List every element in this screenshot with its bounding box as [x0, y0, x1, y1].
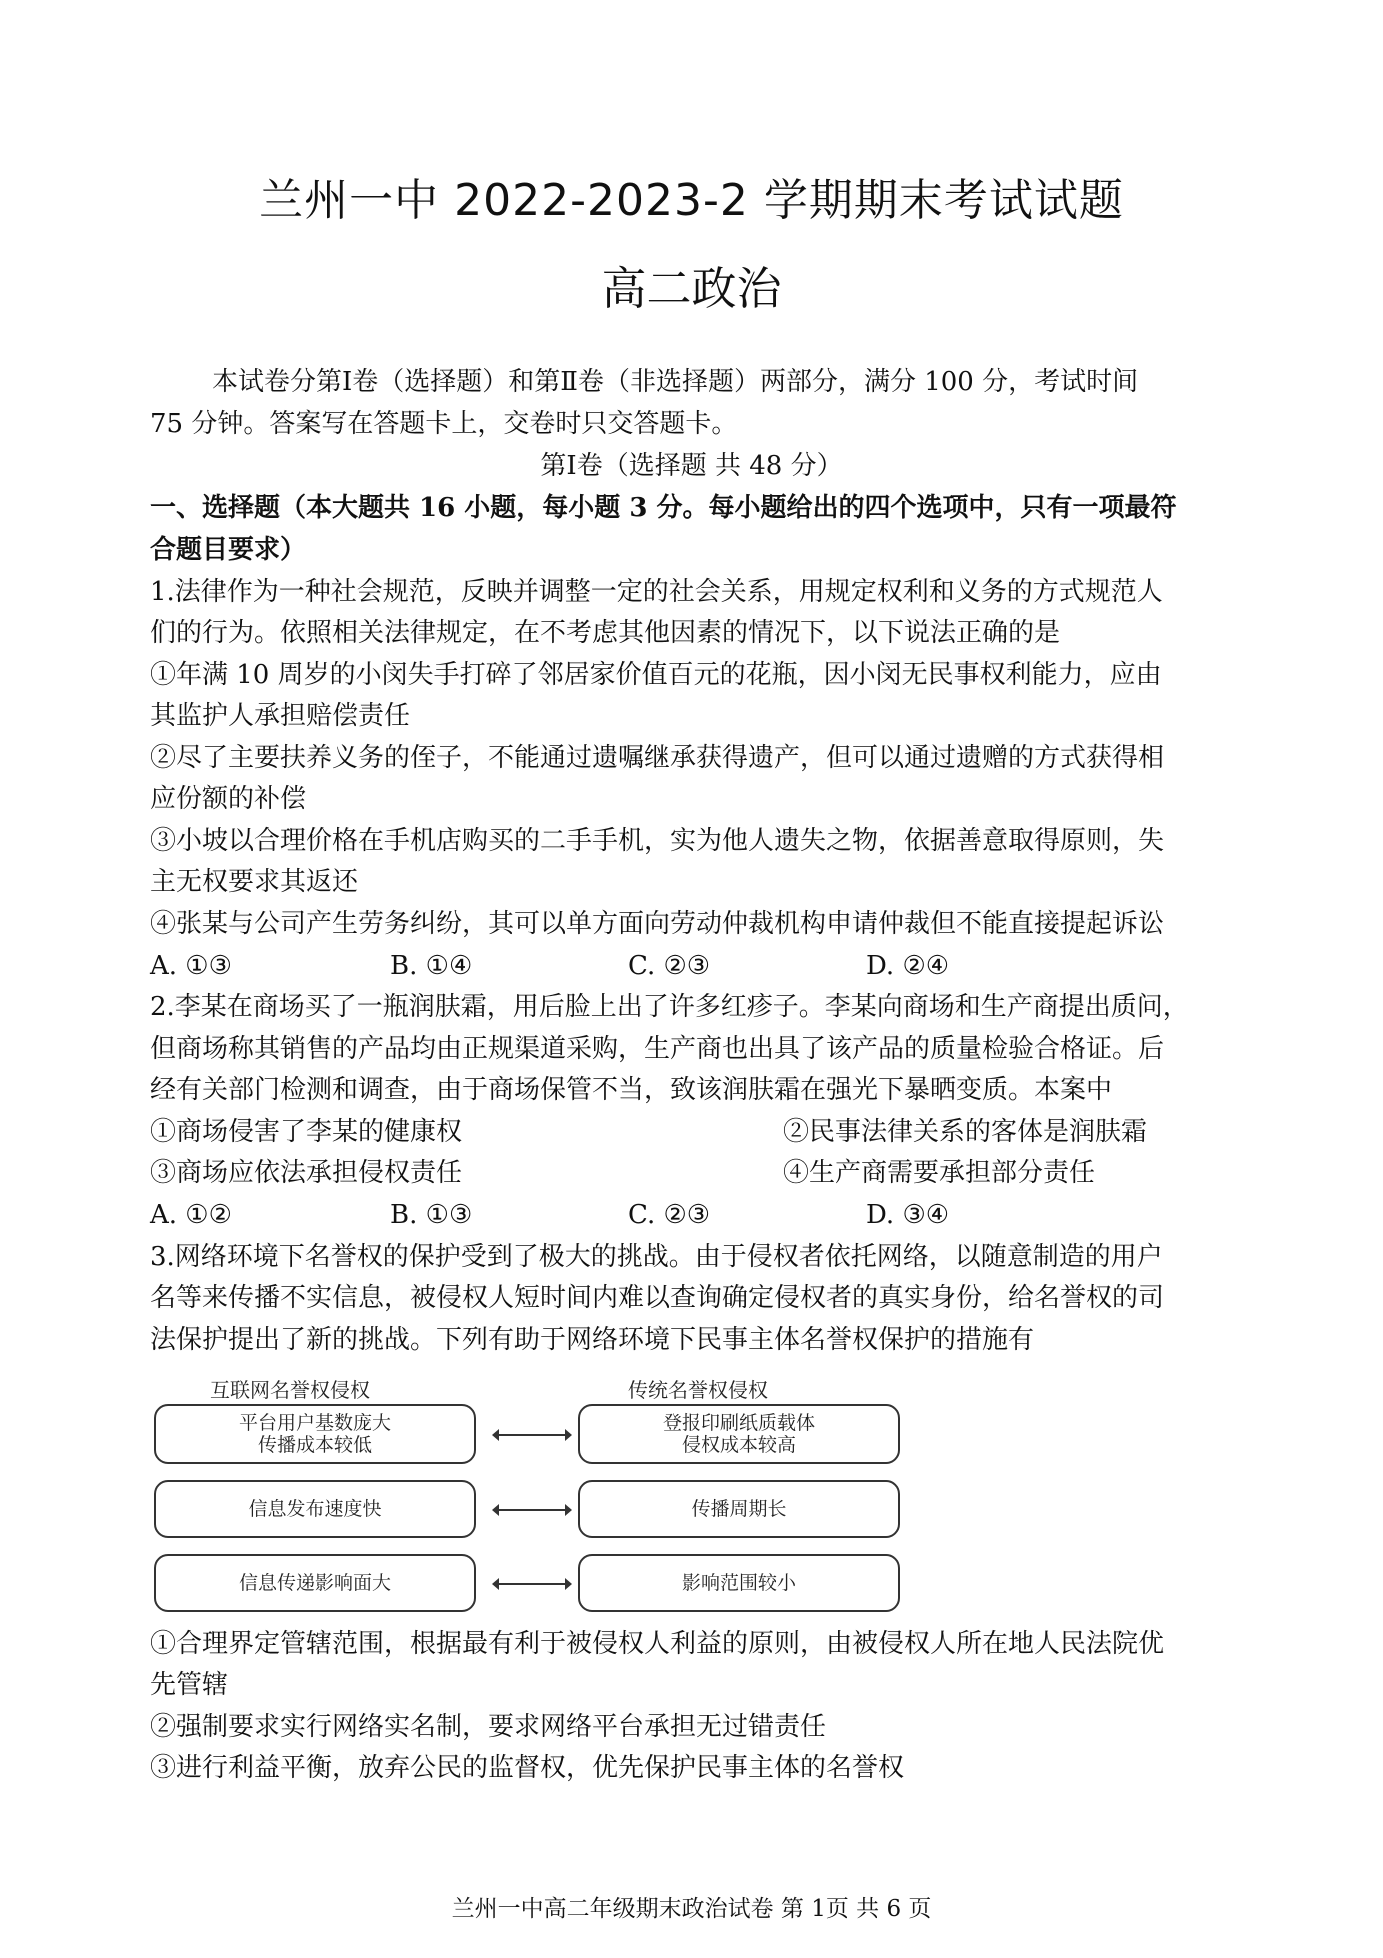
q1-option-c: C. ②③ — [628, 951, 711, 981]
q3-statement-2: ②强制要求实行网络实名制，要求网络平台承担无过错责任 — [150, 1712, 827, 1742]
diagram-left-box-1 — [154, 1404, 476, 1464]
q2-statement-4: ④生产商需要承担部分责任 — [783, 1158, 1096, 1188]
exam-title: 兰州一中 2022-2023-2 学期期末考试试题 — [259, 175, 1124, 226]
q1-statement-3a: ③小坡以合理价格在手机店购买的二手手机，实为他人遗失之物，依据善意取得原则，失 — [150, 826, 1165, 856]
diagram-right-title: 传统名誉权侵权 — [628, 1378, 768, 1402]
diagram-left-box-2-line-1: 信息发布速度快 — [248, 1498, 382, 1520]
q1-option-a: A. ①③ — [150, 951, 232, 981]
diagram-left-box-1-line-1: 平台用户基数庞大 — [238, 1412, 391, 1434]
double-arrow-icon — [498, 1583, 566, 1585]
diagram-right-box-3-line-1: 影响范围较小 — [681, 1572, 796, 1594]
q2-option-c: C. ②③ — [628, 1200, 711, 1230]
diagram-right-box-1 — [578, 1404, 900, 1464]
q2-statement-3: ③商场应依法承担侵权责任 — [150, 1158, 463, 1188]
diagram-left-box-3-line-1: 信息传递影响面大 — [238, 1572, 391, 1594]
diagram-right-box-1-line-1: 登报印刷纸质载体 — [662, 1412, 815, 1434]
q1-statement-2b: 应份额的补偿 — [150, 784, 307, 814]
q1-statement-3b: 主无权要求其返还 — [150, 867, 359, 897]
double-arrow-icon — [498, 1509, 566, 1511]
diagram-right-box-2-line-1: 传播周期长 — [691, 1498, 787, 1520]
q2-option-d: D. ③④ — [866, 1200, 950, 1230]
diagram-right-box-3 — [578, 1554, 900, 1612]
q1-stem-1: 1.法律作为一种社会规范，反映并调整一定的社会关系，用规定权利和义务的方式规范人 — [150, 577, 1163, 607]
intro-line-2: 75 分钟。答案写在答题卡上，交卷时只交答题卡。 — [150, 409, 738, 439]
q2-statement-2: ②民事法律关系的客体是润肤霜 — [783, 1117, 1148, 1147]
section-instruction-1: 一、选择题（本大题共 16 小题，每小题 3 分。每小题给出的四个选项中，只有一项最符 — [150, 493, 1177, 523]
page-footer: 兰州一中高二年级期末政治试卷 第 1页 共 6 页 — [451, 1896, 932, 1922]
q1-statement-2a: ②尽了主要扶养义务的侄子，不能通过遗嘱继承获得遗产，但可以通过遗赠的方式获得相 — [150, 743, 1165, 773]
q1-statement-4: ④张某与公司产生劳务纠纷，其可以单方面向劳动仲裁机构申请仲裁但不能直接提起诉讼 — [150, 909, 1165, 939]
q3-stem-1: 3.网络环境下名誉权的保护受到了极大的挑战。由于侵权者依托网络，以随意制造的用户 — [150, 1242, 1163, 1272]
q3-statement-1a: ①合理界定管辖范围，根据最有利于被侵权人利益的原则，由被侵权人所在地人民法院优 — [150, 1629, 1165, 1659]
q1-statement-1a: ①年满 10 周岁的小闵失手打碎了邻居家价值百元的花瓶，因小闵无民事权利能力，应由 — [150, 660, 1162, 690]
double-arrow-icon — [498, 1434, 566, 1436]
q3-statement-3: ③进行利益平衡，放弃公民的监督权，优先保护民事主体的名誉权 — [150, 1753, 905, 1783]
q2-stem-2: 但商场称其销售的产品均由正规渠道采购，生产商也出具了该产品的质量检验合格证。后 — [150, 1034, 1165, 1064]
section-heading: 第Ⅰ卷（选择题 共 48 分） — [540, 451, 843, 481]
section-instruction-2: 合题目要求） — [150, 535, 307, 565]
diagram-right-box-1-line-2: 侵权成本较高 — [681, 1434, 796, 1456]
q1-statement-1b: 其监护人承担赔偿责任 — [150, 701, 411, 731]
diagram-left-box-2 — [154, 1480, 476, 1538]
diagram-left-box-3 — [154, 1554, 476, 1612]
q1-option-b: B. ①④ — [390, 951, 473, 981]
subject-title: 高二政治 — [601, 262, 782, 315]
diagram-left-box-1-line-2: 传播成本较低 — [257, 1434, 372, 1456]
q2-stem-3: 经有关部门检测和调查，由于商场保管不当，致该润肤霜在强光下暴晒变质。本案中 — [150, 1075, 1113, 1105]
q2-option-b: B. ①③ — [390, 1200, 473, 1230]
q3-stem-2: 名等来传播不实信息，被侵权人短时间内难以查询确定侵权者的真实身份，给名誉权的司 — [150, 1283, 1165, 1313]
q3-statement-1b: 先管辖 — [150, 1670, 229, 1700]
q3-stem-3: 法保护提出了新的挑战。下列有助于网络环境下民事主体名誉权保护的措施有 — [150, 1325, 1035, 1355]
q2-statement-1: ①商场侵害了李某的健康权 — [150, 1117, 463, 1147]
diagram-right-box-2 — [578, 1480, 900, 1538]
q1-option-d: D. ②④ — [866, 951, 950, 981]
diagram-left-title: 互联网名誉权侵权 — [210, 1378, 370, 1402]
q2-stem-1: 2.李某在商场买了一瓶润肤霜，用后脸上出了许多红疹子。李某向商场和生产商提出质问， — [150, 992, 1189, 1022]
q2-option-a: A. ①② — [150, 1200, 232, 1230]
q1-stem-2: 们的行为。依照相关法律规定，在不考虑其他因素的情况下，以下说法正确的是 — [150, 618, 1061, 648]
intro-line-1: 本试卷分第Ⅰ卷（选择题）和第Ⅱ卷（非选择题）两部分，满分 100 分，考试时间 — [212, 367, 1139, 397]
